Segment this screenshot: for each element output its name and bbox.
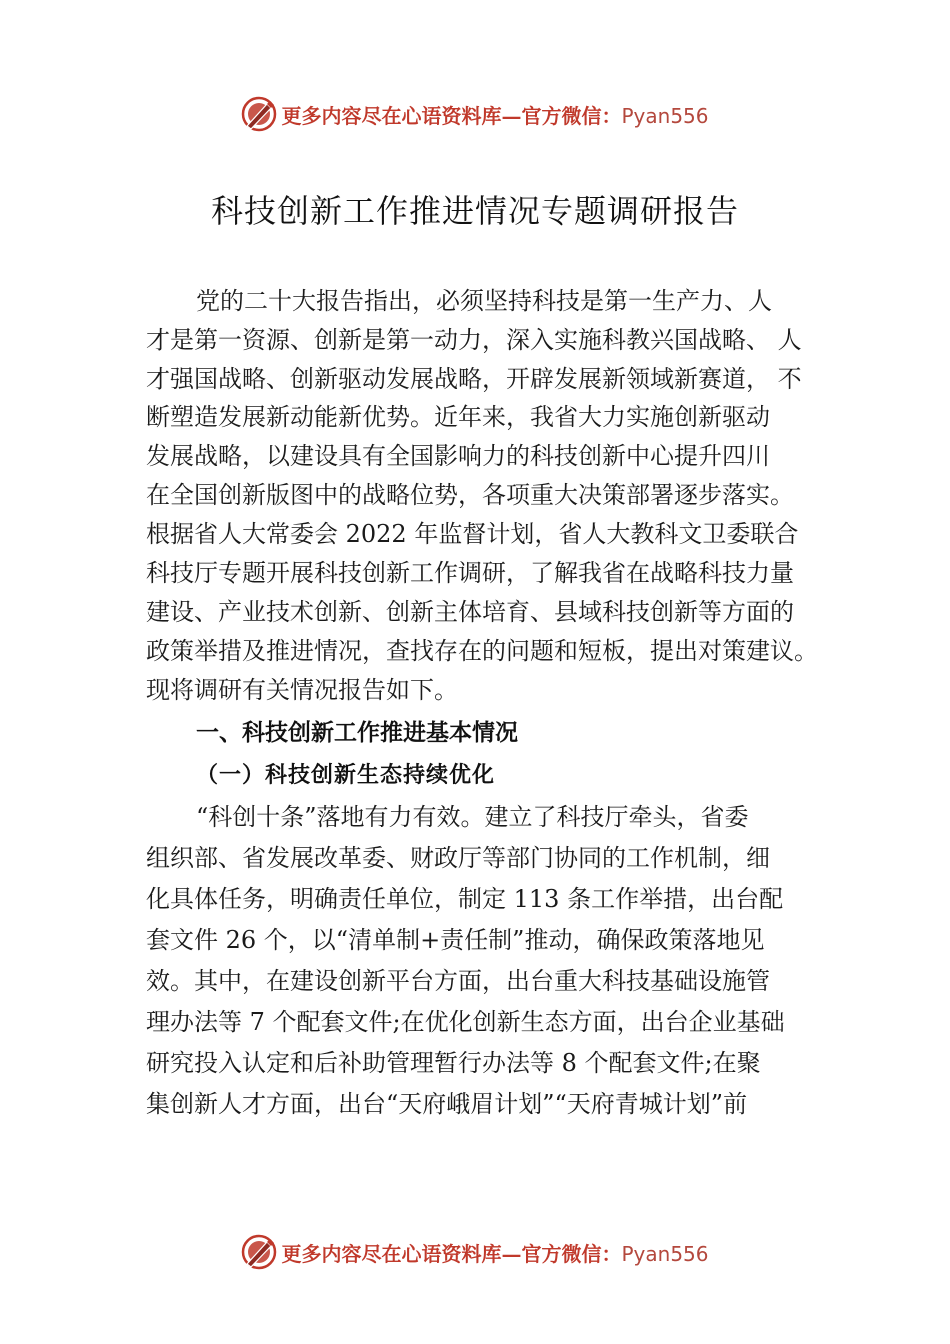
text-line: 断塑造发展新动能新优势。近年来，我省大力实施创新驱动 [146, 403, 770, 431]
text-line: 化具体任务，明确责任单位，制定 113 条工作举措，出台配 [146, 885, 784, 913]
page-title: 科技创新工作推进情况专题调研报告 [210, 192, 739, 230]
wechat-id: Pyan556 [621, 103, 709, 128]
text-line: 套文件 26 个，以“清单制+责任制”推动，确保政策落地见 [146, 926, 765, 954]
text-line: 理办法等 7 个配套文件;在优化创新生态方面，出台企业基础 [146, 1008, 785, 1036]
footer-watermark [0, 1232, 950, 1272]
text-line: 研究投入认定和后补助管理暂行办法等 8 个配套文件;在聚 [146, 1049, 761, 1077]
banner-label: 更多内容尽在心语资料库—官方微信： [281, 1241, 622, 1266]
text-line: 政策举措及推进情况，查找存在的问题和短板，提出对策建议。 [146, 637, 818, 665]
text-line: 组织部、省发展改革委、财政厅等部门协同的工作机制，细 [146, 844, 770, 872]
text-line: 效。其中，在建设创新平台方面，出台重大科技基础设施管 [146, 967, 770, 995]
banner-text [281, 1238, 708, 1267]
text-line: 集创新人才方面，出台“天府峨眉计划”“天府青城计划”前 [146, 1090, 748, 1118]
text-line: “科创十条”落地有力有效。建立了科技厅牵头，省委 [196, 803, 749, 831]
text-line: 才是第一资源、创新是第一动力，深入实施科教兴国战略、 人 [146, 326, 802, 354]
text-line: 发展战略，以建设具有全国影响力的科技创新中心提升四川 [146, 442, 770, 470]
text-line: 科技厅专题开展科技创新工作调研，了解我省在战略科技力量 [146, 559, 794, 587]
text-line: 根据省人大常委会 2022 年监督计划，省人大教科文卫委联合 [146, 520, 799, 548]
text-line: 建设、产业技术创新、创新主体培育、县域科技创新等方面的 [146, 598, 794, 626]
pen-logo-icon [241, 96, 277, 132]
header-watermark [0, 94, 950, 134]
subsection-heading: （一）科技创新生态持续优化 [196, 762, 496, 788]
section-heading: 一、科技创新工作推进基本情况 [196, 720, 518, 746]
pen-logo-icon [241, 1234, 277, 1270]
banner-label: 更多内容尽在心语资料库—官方微信： [281, 103, 622, 128]
wechat-id: Pyan556 [621, 1241, 709, 1266]
text-line: 在全国创新版图中的战略位势，各项重大决策部署逐步落实。 [146, 481, 794, 509]
text-line: 现将调研有关情况报告如下。 [146, 676, 458, 704]
text-line: 才强国战略、创新驱动发展战略，开辟发展新领域新赛道， 不 [146, 365, 802, 393]
banner-text [281, 100, 708, 129]
text-line: 党的二十大报告指出，必须坚持科技是第一生产力、人 [196, 287, 772, 315]
